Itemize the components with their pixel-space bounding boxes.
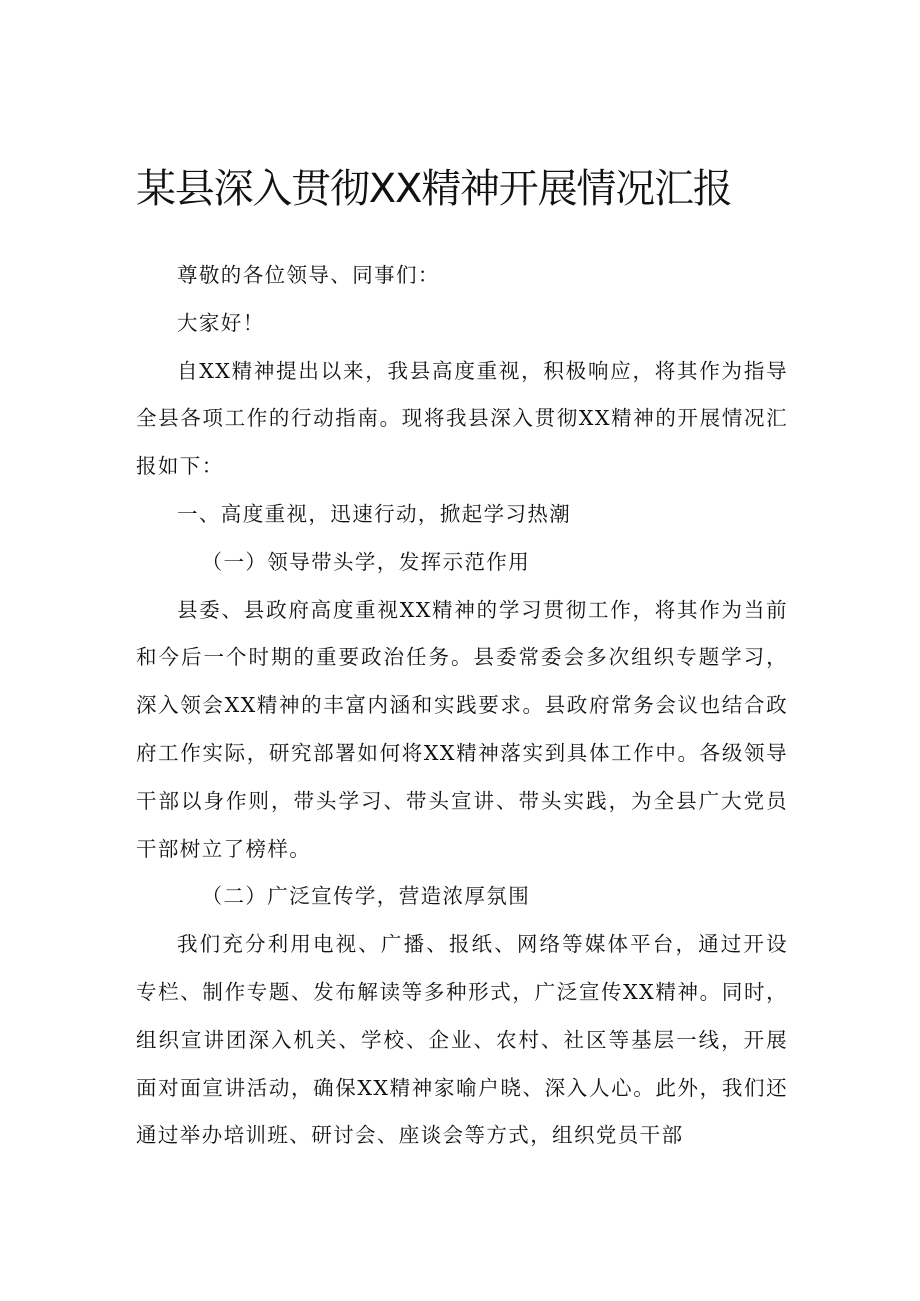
document-body [136, 252, 788, 1160]
subsection-heading-2: （二）广泛宣传学，营造浓厚氛围 [201, 884, 531, 909]
subsection-paragraph-1: 县委、县政府高度重视XX精神的学习贯彻工作，将其作为当前和今后一个时期的重要政治任务。县委常委会多次组织专题学习，深入领会XX精神的丰富内涵和实践要求。县政府常务会议也结合政府工作实际，研究部署如何将XX精神落实到具体工作中。各级领导干部以身作则，带头学习、带头宣讲、带头实践，为全县广大党员干部树立了榜样。 [136, 597, 788, 861]
document-title: 某县深入贯彻XX精神开展情况汇报 [136, 166, 732, 212]
subsection-heading-1: （一）领导带头学，发挥示范作用 [201, 549, 531, 574]
intro-paragraph: 自XX精神提出以来，我县高度重视，积极响应，将其作为指导全县各项工作的行动指南。现将我县深入贯彻XX精神的开展情况汇报如下： [136, 358, 788, 479]
subsection-paragraph-2: 我们充分利用电视、广播、报纸、网络等媒体平台，通过开设专栏、制作专题、发布解读等多种形式，广泛宣传XX精神。同时，组织宣讲团深入机关、学校、企业、农村、社区等基层一线，开展面对面宣讲活动，确保XX精神家喻户晓、深入人心。此外，我们还通过举办培训班、研讨会、座谈会等方式，组织党员干部 [136, 932, 788, 1148]
salutation: 尊敬的各位领导、同事们： [177, 263, 440, 287]
greeting: 大家好！ [177, 310, 265, 335]
section-heading-1: 一、高度重视，迅速行动，掀起学习热潮 [177, 501, 572, 526]
